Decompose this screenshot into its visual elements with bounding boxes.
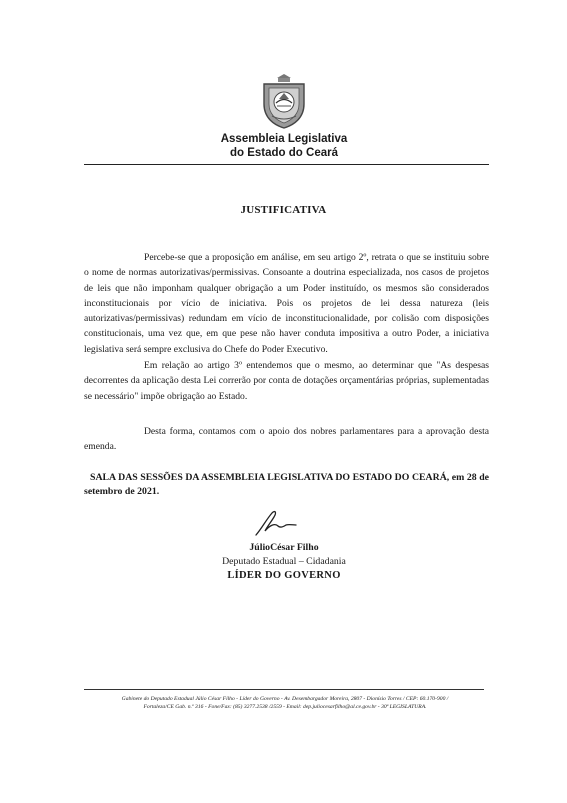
paragraph-1: Percebe-se que a proposição em análise, em seu artigo 2º, retrata o que se instituiu sobre o nome de normas autorizativas/permissivas. Consoante a doutrina especializada, nos casos de projetos de leis que não imponham qualquer obrigação a um Poder instituído, os mesmos são considerados inconstitucionais por vício de iniciativa. Pois os projetos de lei dessa natureza (leis autorizativas/permissivas) redundam em vício de inconstitucionalidade, por colisão com disposições constitucionais, uma vez que, em que pese não haver conduta impositiva a outro Poder, a iniciativa legislativa será sempre exclusiva do Chefe do Poder Executivo. [84, 252, 489, 355]
state-coat-of-arms-icon [258, 72, 310, 130]
signatory-name: JúlioCésar Filho [249, 542, 319, 553]
org-name-line1: Assembleia Legislativa [220, 133, 348, 145]
signatory-role: Deputado Estadual – Cidadania [222, 556, 346, 567]
footer-divider [84, 689, 484, 690]
header-divider [84, 164, 489, 165]
paragraph-2: Em relação ao artigo 3º entendemos que o mesmo, ao determinar que "As despesas decorrentes da aplicação desta Lei correrão por conta de dotações orçamentárias próprias, suplementadas se necessário" impõe obrigação ao Estado. [84, 360, 489, 402]
signatory-title: LÍDER DO GOVERNO [227, 570, 341, 581]
footer-line2: Fortaleza/CE Gab. n.º 316 - Fone/Fax: (85) 3277.2538 /2559 - Email: dep.juliocesarfilho@al.ce.gov.br - 30ª LEGISLATURA. [143, 704, 427, 710]
footer-line1: Gabinete do Deputado Estadual Júlio César Filho - Líder do Governo - Av. Desembargador Moreira, 2807 - Dionísio Torres / CEP: 60.170-900 / [121, 696, 449, 702]
document-title: JUSTIFICATIVA [240, 204, 327, 216]
org-name-line2: do Estado do Ceará [230, 147, 338, 159]
handwritten-signature-icon [250, 508, 300, 538]
session-statement: SALA DAS SESSÕES DA ASSEMBLEIA LEGISLATIVA DO ESTADO DO CEARÁ, em 28 de setembro de 2021. [84, 472, 489, 497]
paragraph-3: Desta forma, contamos com o apoio dos nobres parlamentares para a aprovação desta emenda. [84, 426, 489, 453]
